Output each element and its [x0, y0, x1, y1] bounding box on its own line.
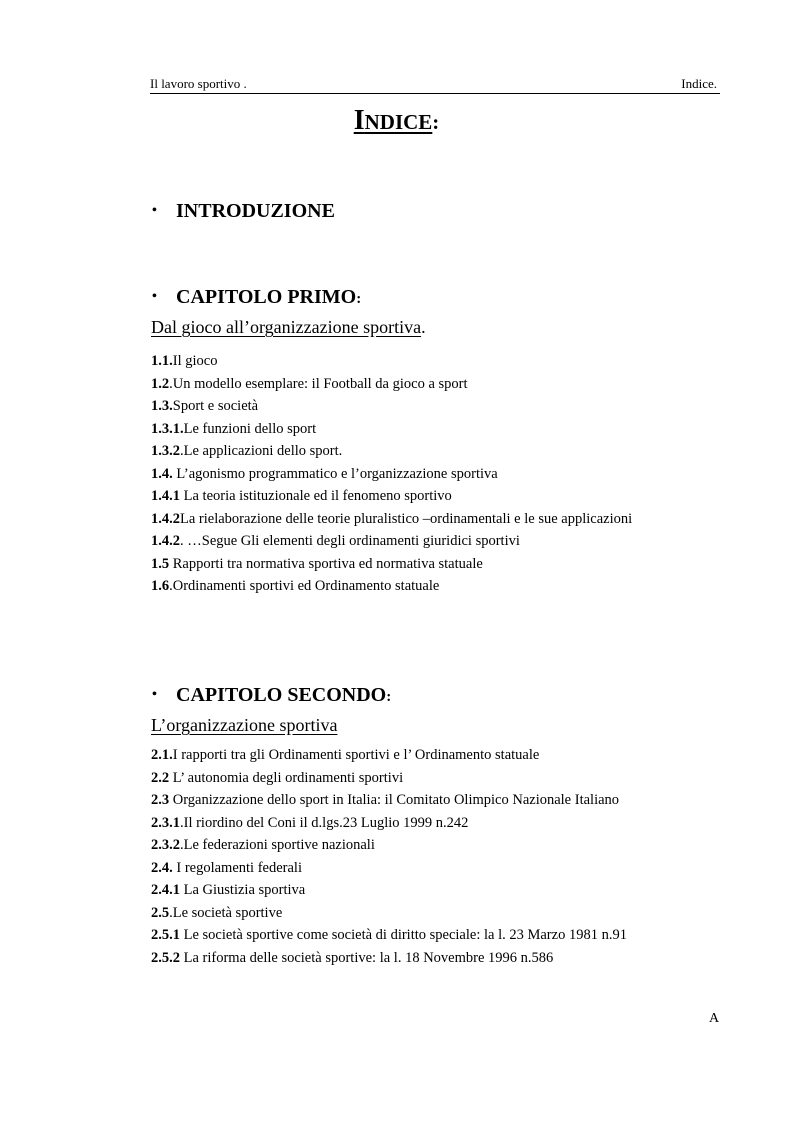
chapter-subtitle-text: L’organizzazione sportiva	[151, 715, 338, 735]
page-title-colon: :	[432, 110, 440, 134]
chapter-two-toc	[151, 744, 627, 969]
chapter-subtitle-text: Dal gioco all’organizzazione sportiva	[151, 317, 422, 337]
toc-entry	[151, 947, 627, 970]
toc-entry-number: 2.3.1	[151, 814, 180, 831]
toc-entry-text: L’agonismo programmatico e l’organizzazione sportiva	[172, 465, 498, 482]
toc-entry-text: Rapporti tra normativa sportiva ed normativa statuale	[169, 555, 483, 572]
toc-entry	[151, 767, 627, 790]
toc-entry-text: . …Segue Gli elementi degli ordinamenti giuridici sportivi	[180, 533, 520, 549]
toc-entry	[151, 395, 632, 418]
toc-entry-number: 2.1.	[151, 747, 173, 763]
toc-entry	[151, 902, 627, 925]
toc-entry	[151, 812, 627, 835]
toc-entry-text: .Ordinamenti sportivi ed Ordinamento statuale	[169, 578, 440, 594]
toc-entry-text: Le funzioni dello sport	[183, 420, 317, 437]
toc-entry-text: .Le applicazioni dello sport.	[180, 443, 343, 459]
toc-entry-number: 2.5	[151, 904, 170, 921]
toc-entry-number: 2.3.2	[151, 837, 180, 853]
toc-entry	[151, 418, 632, 441]
toc-entry	[151, 744, 627, 767]
toc-entry-number: 2.4.1	[151, 882, 180, 898]
toc-entry-text: Le società sportive come società di diritto speciale: la l. 23 Marzo 1981 n.91	[180, 927, 627, 943]
section-heading-colon: :	[386, 689, 392, 705]
chapter-one-subtitle	[151, 317, 426, 338]
toc-entry-number: 1.6	[151, 578, 170, 594]
page-title-word	[354, 105, 433, 136]
chapter-two-subtitle	[151, 715, 337, 736]
toc-entry-text: .Le federazioni sportive nazionali	[180, 837, 375, 853]
section-heading-label: CAPITOLO SECONDO	[176, 684, 387, 706]
toc-entry	[151, 857, 627, 880]
page-number: A	[709, 1011, 720, 1026]
toc-entry	[151, 463, 632, 486]
bullet-icon: •	[152, 289, 157, 304]
toc-entry	[151, 924, 627, 947]
toc-entry-number: 1.3.	[151, 398, 173, 414]
page-title-rest: NDICE	[364, 110, 433, 134]
toc-entry-text: I regolamenti federali	[172, 859, 302, 876]
toc-entry	[151, 530, 632, 553]
toc-entry-number: 1.3.2	[151, 443, 180, 459]
running-header	[150, 75, 720, 94]
toc-entry-number: 1.4.2	[151, 533, 180, 549]
page-title-initial: I	[353, 105, 365, 136]
toc-entry	[151, 373, 632, 396]
toc-entry-number: 1.4.	[151, 465, 173, 482]
chapter-subtitle-end: .	[421, 317, 426, 337]
toc-entry	[151, 575, 632, 598]
page-title	[0, 105, 793, 137]
toc-entry-text: Il gioco	[172, 353, 218, 369]
bullet-icon: •	[152, 203, 157, 218]
toc-entry-text: .Il riordino del Coni il d.lgs.23 Luglio 1999 n.242	[180, 814, 469, 831]
toc-entry-text: La Giustizia sportiva	[180, 882, 306, 898]
toc-entry-text: Organizzazione dello sport in Italia: il Comitato Olimpico Nazionale Italiano	[169, 792, 620, 808]
toc-entry-number: 2.4.	[151, 859, 173, 876]
toc-entry-text: I rapporti tra gli Ordinamenti sportivi e l’ Ordinamento statuale	[172, 747, 540, 763]
toc-entry	[151, 508, 632, 531]
toc-entry-number: 1.1.	[151, 353, 173, 369]
chapter-one-toc	[151, 350, 632, 598]
header-document-title: Il lavoro sportivo .	[150, 76, 247, 91]
header-section-title: Indice.	[681, 76, 717, 91]
toc-entry	[151, 485, 632, 508]
toc-entry-text: .Le società sportive	[169, 904, 283, 921]
toc-entry-text: .Un modello esemplare: il Football da gioco a sport	[169, 375, 468, 392]
toc-entry-text: L’ autonomia degli ordinamenti sportivi	[169, 769, 404, 786]
toc-entry	[151, 440, 632, 463]
toc-entry	[151, 879, 627, 902]
toc-entry-number: 2.3	[151, 792, 170, 808]
toc-entry-text: Sport e società	[172, 398, 259, 414]
toc-entry-number: 1.4.2	[151, 510, 180, 527]
toc-entry-number: 2.5.1	[151, 927, 180, 943]
section-heading-colon: :	[356, 291, 362, 307]
section-heading-label: INTRODUZIONE	[176, 200, 335, 222]
toc-entry-number: 1.2	[151, 375, 170, 392]
toc-entry-number: 1.3.1.	[151, 420, 184, 437]
section-heading-introduction	[152, 200, 335, 223]
section-heading-label: CAPITOLO PRIMO	[176, 286, 357, 308]
toc-entry	[151, 350, 632, 373]
toc-entry	[151, 789, 627, 812]
toc-entry-text: La riforma delle società sportive: la l. 18 Novembre 1996 n.586	[180, 949, 554, 966]
toc-entry-number: 1.5	[151, 555, 170, 572]
toc-entry-number: 1.4.1	[151, 488, 180, 504]
section-heading-chapter-one	[152, 286, 361, 309]
toc-entry-number: 2.2	[151, 769, 170, 786]
toc-entry-text: La teoria istituzionale ed il fenomeno sportivo	[180, 488, 452, 504]
toc-entry	[151, 834, 627, 857]
bullet-icon: •	[152, 687, 157, 702]
toc-entry-number: 2.5.2	[151, 949, 180, 966]
toc-entry	[151, 553, 632, 576]
toc-entry-text: La rielaborazione delle teorie pluralistico –ordinamentali e le sue applicazioni	[180, 510, 633, 527]
section-heading-chapter-two	[152, 684, 391, 707]
